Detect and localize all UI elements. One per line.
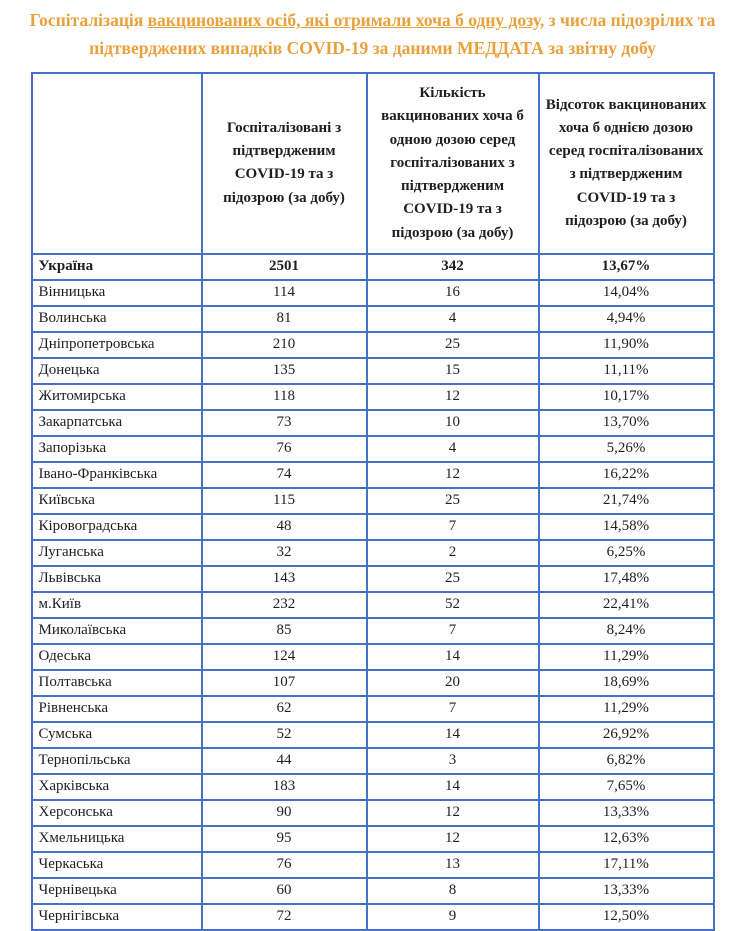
- table-row: [32, 774, 714, 800]
- region-cell: Дніпропетровська: [32, 332, 202, 358]
- table-row: [32, 592, 714, 618]
- region-cell: Закарпатська: [32, 410, 202, 436]
- region-cell: Тернопільська: [32, 748, 202, 774]
- vaccinated-cell: 25: [367, 488, 539, 514]
- percent-cell: 11,11%: [539, 358, 714, 384]
- hospitalized-cell: 2501: [202, 254, 367, 280]
- percent-cell: 4,94%: [539, 306, 714, 332]
- region-cell: Рівненська: [32, 696, 202, 722]
- table-row: [32, 332, 714, 358]
- region-cell: Одеська: [32, 644, 202, 670]
- percent-cell: 12,63%: [539, 826, 714, 852]
- hospitalized-cell: 114: [202, 280, 367, 306]
- percent-cell: 22,41%: [539, 592, 714, 618]
- table-row: [32, 800, 714, 826]
- vaccinated-cell: 16: [367, 280, 539, 306]
- hospitalized-cell: 135: [202, 358, 367, 384]
- vaccinated-cell: 14: [367, 644, 539, 670]
- table-row: [32, 462, 714, 488]
- column-header: Госпіталізовані з підтвердженим COVID-19 та з підозрою (за добу): [202, 73, 367, 254]
- hospitalized-cell: 72: [202, 904, 367, 930]
- table-row: [32, 826, 714, 852]
- percent-cell: 13,33%: [539, 878, 714, 904]
- page-title-underlined: вакцинованих осіб, які отримали хоча б одну дозу,: [147, 10, 545, 30]
- percent-cell: 26,92%: [539, 722, 714, 748]
- region-cell: Львівська: [32, 566, 202, 592]
- vaccinated-cell: 7: [367, 618, 539, 644]
- region-cell: Сумська: [32, 722, 202, 748]
- region-cell: м.Київ: [32, 592, 202, 618]
- hospitalized-cell: 107: [202, 670, 367, 696]
- region-cell: Миколаївська: [32, 618, 202, 644]
- vaccinated-cell: 14: [367, 722, 539, 748]
- table-row: [32, 696, 714, 722]
- hospitalized-cell: 44: [202, 748, 367, 774]
- vaccinated-cell: 3: [367, 748, 539, 774]
- percent-cell: 11,90%: [539, 332, 714, 358]
- table-row: [32, 618, 714, 644]
- percent-cell: 13,70%: [539, 410, 714, 436]
- table-row: [32, 410, 714, 436]
- hospitalized-cell: 52: [202, 722, 367, 748]
- hospitalized-cell: 183: [202, 774, 367, 800]
- table-row: [32, 670, 714, 696]
- hospitalized-cell: 76: [202, 436, 367, 462]
- region-cell: Чернівецька: [32, 878, 202, 904]
- vaccinated-cell: 52: [367, 592, 539, 618]
- table-row: [32, 540, 714, 566]
- hospitalized-cell: 90: [202, 800, 367, 826]
- hospitalized-cell: 73: [202, 410, 367, 436]
- page-title-part1: Госпіталізація: [29, 10, 148, 30]
- hospitalized-cell: 74: [202, 462, 367, 488]
- percent-cell: 16,22%: [539, 462, 714, 488]
- vaccinated-cell: 12: [367, 826, 539, 852]
- percent-cell: 5,26%: [539, 436, 714, 462]
- percent-cell: 14,04%: [539, 280, 714, 306]
- header-row: [32, 73, 714, 254]
- table-row: [32, 852, 714, 878]
- vaccinated-cell: 20: [367, 670, 539, 696]
- hospitalized-cell: 32: [202, 540, 367, 566]
- percent-cell: 12,50%: [539, 904, 714, 930]
- hospitalized-cell: 115: [202, 488, 367, 514]
- region-cell: Київська: [32, 488, 202, 514]
- vaccinated-cell: 8: [367, 878, 539, 904]
- percent-cell: 7,65%: [539, 774, 714, 800]
- percent-cell: 11,29%: [539, 696, 714, 722]
- percent-cell: 18,69%: [539, 670, 714, 696]
- hospitalized-cell: 85: [202, 618, 367, 644]
- vaccinated-cell: 14: [367, 774, 539, 800]
- vaccinated-cell: 12: [367, 384, 539, 410]
- hospitalized-cell: 210: [202, 332, 367, 358]
- region-cell: Івано-Франківська: [32, 462, 202, 488]
- percent-cell: 11,29%: [539, 644, 714, 670]
- vaccinated-cell: 7: [367, 696, 539, 722]
- column-header: Відсоток вакцинованих хоча б однією дозою серед госпіталізованих з підтвердженим COVID-19 та з підозрою (за добу): [539, 73, 714, 254]
- hospitalization-table: [31, 72, 715, 931]
- region-cell: Херсонська: [32, 800, 202, 826]
- percent-cell: 13,67%: [539, 254, 714, 280]
- percent-cell: 6,82%: [539, 748, 714, 774]
- table-row: [32, 280, 714, 306]
- region-cell: Запорізька: [32, 436, 202, 462]
- hospitalized-cell: 76: [202, 852, 367, 878]
- table-row: [32, 254, 714, 280]
- region-cell: Кіровоградська: [32, 514, 202, 540]
- table-body: [32, 254, 714, 930]
- vaccinated-cell: 12: [367, 800, 539, 826]
- region-cell: Хмельницька: [32, 826, 202, 852]
- percent-cell: 17,48%: [539, 566, 714, 592]
- percent-cell: 6,25%: [539, 540, 714, 566]
- hospitalized-cell: 62: [202, 696, 367, 722]
- vaccinated-cell: 4: [367, 306, 539, 332]
- percent-cell: 17,11%: [539, 852, 714, 878]
- region-cell: Вінницька: [32, 280, 202, 306]
- hospitalized-cell: 60: [202, 878, 367, 904]
- table-row: [32, 748, 714, 774]
- table-row: [32, 878, 714, 904]
- region-cell: Чернігівська: [32, 904, 202, 930]
- hospitalized-cell: 118: [202, 384, 367, 410]
- corner-header-cell: [32, 73, 202, 254]
- page-title: [23, 6, 723, 62]
- table-row: [32, 566, 714, 592]
- vaccinated-cell: 12: [367, 462, 539, 488]
- hospitalized-cell: 232: [202, 592, 367, 618]
- vaccinated-cell: 7: [367, 514, 539, 540]
- vaccinated-cell: 25: [367, 566, 539, 592]
- vaccinated-cell: 25: [367, 332, 539, 358]
- table-row: [32, 488, 714, 514]
- column-header: Кількість вакцинованих хоча б одною дозою серед госпіталізованих з підтвердженим COVID-19 та з підозрою (за добу): [367, 73, 539, 254]
- table-row: [32, 384, 714, 410]
- region-cell: Житомирська: [32, 384, 202, 410]
- region-cell: Волинська: [32, 306, 202, 332]
- table-row: [32, 722, 714, 748]
- vaccinated-cell: 10: [367, 410, 539, 436]
- vaccinated-cell: 9: [367, 904, 539, 930]
- percent-cell: 21,74%: [539, 488, 714, 514]
- vaccinated-cell: 13: [367, 852, 539, 878]
- vaccinated-cell: 342: [367, 254, 539, 280]
- hospitalized-cell: 48: [202, 514, 367, 540]
- vaccinated-cell: 2: [367, 540, 539, 566]
- hospitalized-cell: 81: [202, 306, 367, 332]
- vaccinated-cell: 4: [367, 436, 539, 462]
- hospitalized-cell: 95: [202, 826, 367, 852]
- table-row: [32, 514, 714, 540]
- region-cell: Луганська: [32, 540, 202, 566]
- hospitalized-cell: 143: [202, 566, 367, 592]
- region-cell: Донецька: [32, 358, 202, 384]
- region-cell: Черкаська: [32, 852, 202, 878]
- percent-cell: 10,17%: [539, 384, 714, 410]
- table-row: [32, 904, 714, 930]
- page-title-part2: з числа підозрілих та підтверджених випадків COVID-19 за даними МЕДДАТА за звітну добу: [89, 10, 716, 58]
- percent-cell: 8,24%: [539, 618, 714, 644]
- vaccinated-cell: 15: [367, 358, 539, 384]
- table-row: [32, 644, 714, 670]
- percent-cell: 13,33%: [539, 800, 714, 826]
- table-row: [32, 306, 714, 332]
- percent-cell: 14,58%: [539, 514, 714, 540]
- region-cell: Україна: [32, 254, 202, 280]
- table-row: [32, 358, 714, 384]
- hospitalized-cell: 124: [202, 644, 367, 670]
- region-cell: Полтавська: [32, 670, 202, 696]
- region-cell: Харківська: [32, 774, 202, 800]
- table-row: [32, 436, 714, 462]
